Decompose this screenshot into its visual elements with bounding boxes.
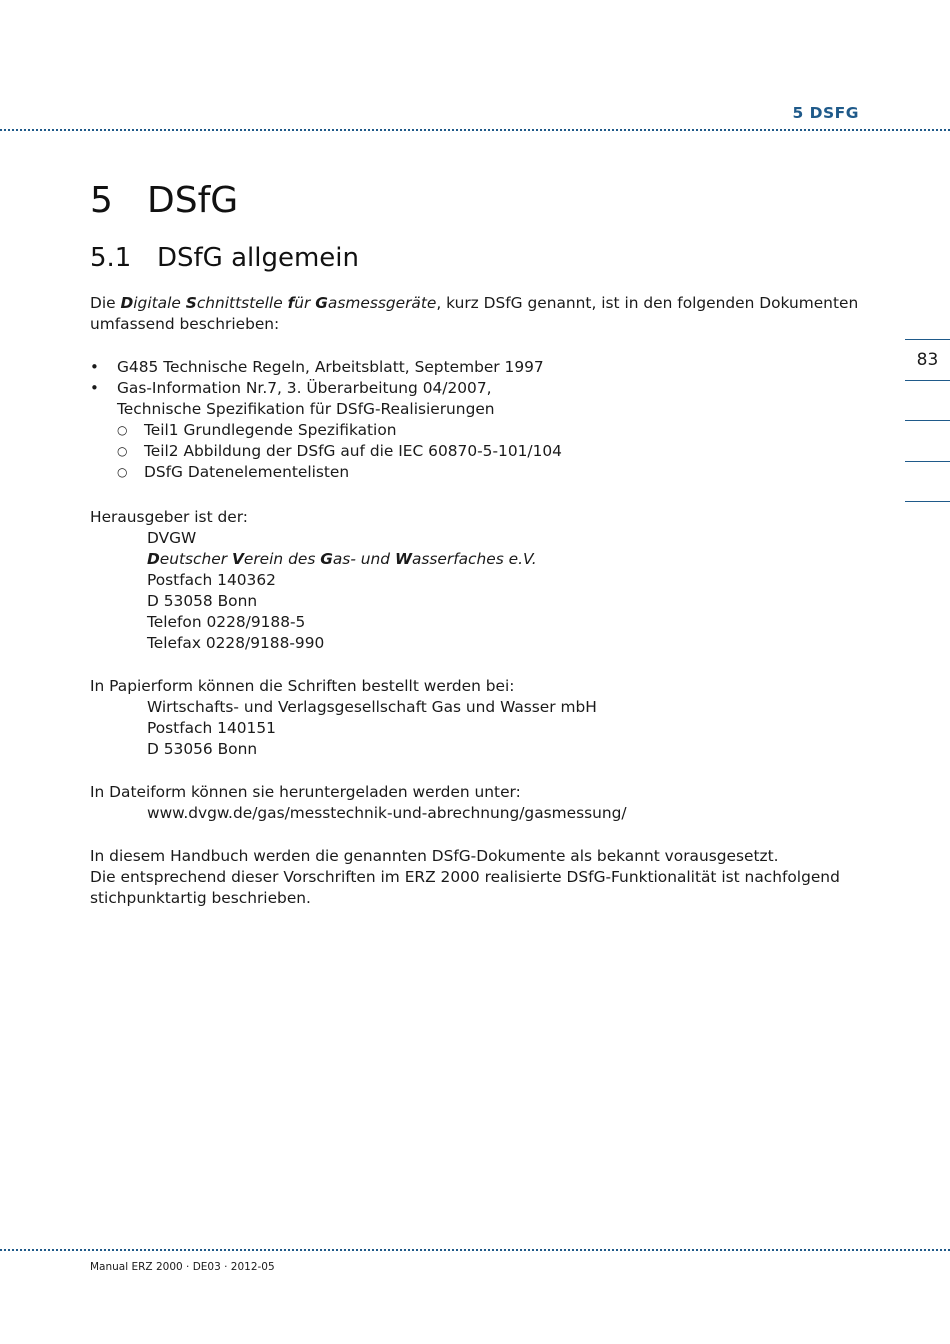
phone-line: Telefon 0228/9188-5 — [147, 613, 306, 631]
address-line: Wirtschafts- und Verlagsgesellschaft Gas und Wasser mbH — [147, 698, 597, 716]
order-label: In Papierform können die Schriften bestellt werden bei: — [90, 677, 515, 695]
sub-list-item — [117, 441, 562, 462]
text-asmessgerate: asmessgeräte — [327, 294, 437, 312]
text-asserfaches: asserfaches e.V. — [411, 550, 537, 568]
letter-v: V — [231, 550, 244, 568]
bullet-circle-icon: ○ — [117, 465, 128, 479]
list-item — [90, 357, 562, 378]
sub-list-item-text: DSfG Datenelementelisten — [144, 463, 350, 481]
bullet-circle-icon: ○ — [117, 444, 128, 458]
intro-suffix: , kurz DSfG genannt, ist in den folgenden Dokumenten umfassend beschrieben: — [90, 294, 859, 333]
address-line: D 53058 Bonn — [147, 592, 258, 610]
footer-dotted-rule — [0, 1249, 950, 1251]
chapter-title — [90, 180, 238, 221]
list-item-continuation: Technische Spezifikation für DSfG-Realisierungen — [117, 400, 495, 418]
section-number: 5.1 — [90, 243, 132, 273]
letter-g: G — [315, 294, 328, 312]
sub-list-item — [117, 462, 562, 483]
download-url: www.dvgw.de/gas/messtechnik-und-abrechnung/gasmessung/ — [147, 804, 627, 822]
download-label: In Dateiform können sie heruntergeladen werden unter: — [90, 783, 521, 801]
intro-paragraph — [90, 293, 880, 335]
header-dotted-rule — [0, 129, 950, 131]
sub-list-item — [117, 420, 562, 441]
footer-text: Manual ERZ 2000 · DE03 · 2012-05 — [90, 1261, 275, 1273]
letter-d: D — [120, 294, 134, 312]
chapter-number: 5 — [90, 180, 113, 221]
side-tab-rule — [905, 339, 950, 340]
sub-list — [90, 420, 562, 483]
running-header: 5 DSFG — [792, 104, 859, 122]
text-ur: ür — [294, 294, 316, 312]
fax-line: Telefax 0228/9188-990 — [147, 634, 325, 652]
intro-expansion — [121, 294, 437, 312]
list-item-text: G485 Technische Regeln, Arbeitsblatt, September 1997 — [117, 358, 544, 376]
closing-line: Die entsprechend dieser Vorschriften im ERZ 2000 realisierte DSfG-Funktionalität ist nachfolgend — [90, 868, 840, 886]
sub-list-item-text: Teil1 Grundlegende Spezifikation — [144, 421, 397, 439]
intro-prefix: Die — [90, 294, 121, 312]
sub-list-item-text: Teil2 Abbildung der DSfG auf die IEC 60870-5-101/104 — [144, 442, 562, 460]
download-block — [90, 782, 627, 824]
bullet-dot-icon: • — [90, 379, 99, 397]
text-erein: erein des — [243, 550, 321, 568]
side-tab-rule — [905, 420, 950, 421]
publisher-full-name — [90, 549, 537, 570]
list-item — [90, 378, 562, 399]
section-title — [90, 243, 359, 273]
publisher-label: Herausgeber ist der: — [90, 508, 248, 526]
letter-s: S — [185, 294, 197, 312]
text-eutscher: eutscher — [159, 550, 232, 568]
document-list — [90, 357, 562, 483]
address-line: Postfach 140151 — [147, 719, 276, 737]
list-item-text: Gas-Information Nr.7, 3. Überarbeitung 04/2007, — [117, 379, 492, 397]
text-as: as- und — [332, 550, 395, 568]
section-title-text: DSfG allgemein — [157, 243, 359, 273]
publisher-name: DVGW — [147, 529, 197, 547]
bullet-dot-icon: • — [90, 358, 99, 376]
letter-f: f — [287, 294, 295, 312]
letter-d: D — [147, 550, 160, 568]
page-number: 83 — [916, 350, 939, 370]
text-chnittstelle: chnittstelle — [196, 294, 288, 312]
text-igitale: igitale — [133, 294, 186, 312]
address-line: Postfach 140362 — [147, 571, 276, 589]
chapter-title-text: DSfG — [147, 180, 239, 221]
closing-paragraph — [90, 846, 840, 909]
side-tab-rule — [905, 461, 950, 462]
publisher-block — [90, 507, 537, 654]
side-tab-rule — [905, 501, 950, 502]
address-line: D 53056 Bonn — [147, 740, 258, 758]
letter-w: W — [394, 550, 412, 568]
side-tab-rule — [905, 380, 950, 381]
order-block — [90, 676, 597, 760]
bullet-circle-icon: ○ — [117, 423, 128, 437]
letter-g: G — [320, 550, 333, 568]
closing-line: stichpunktartig beschrieben. — [90, 889, 311, 907]
closing-line: In diesem Handbuch werden die genannten DSfG-Dokumente als bekannt vorausgesetzt. — [90, 847, 779, 865]
